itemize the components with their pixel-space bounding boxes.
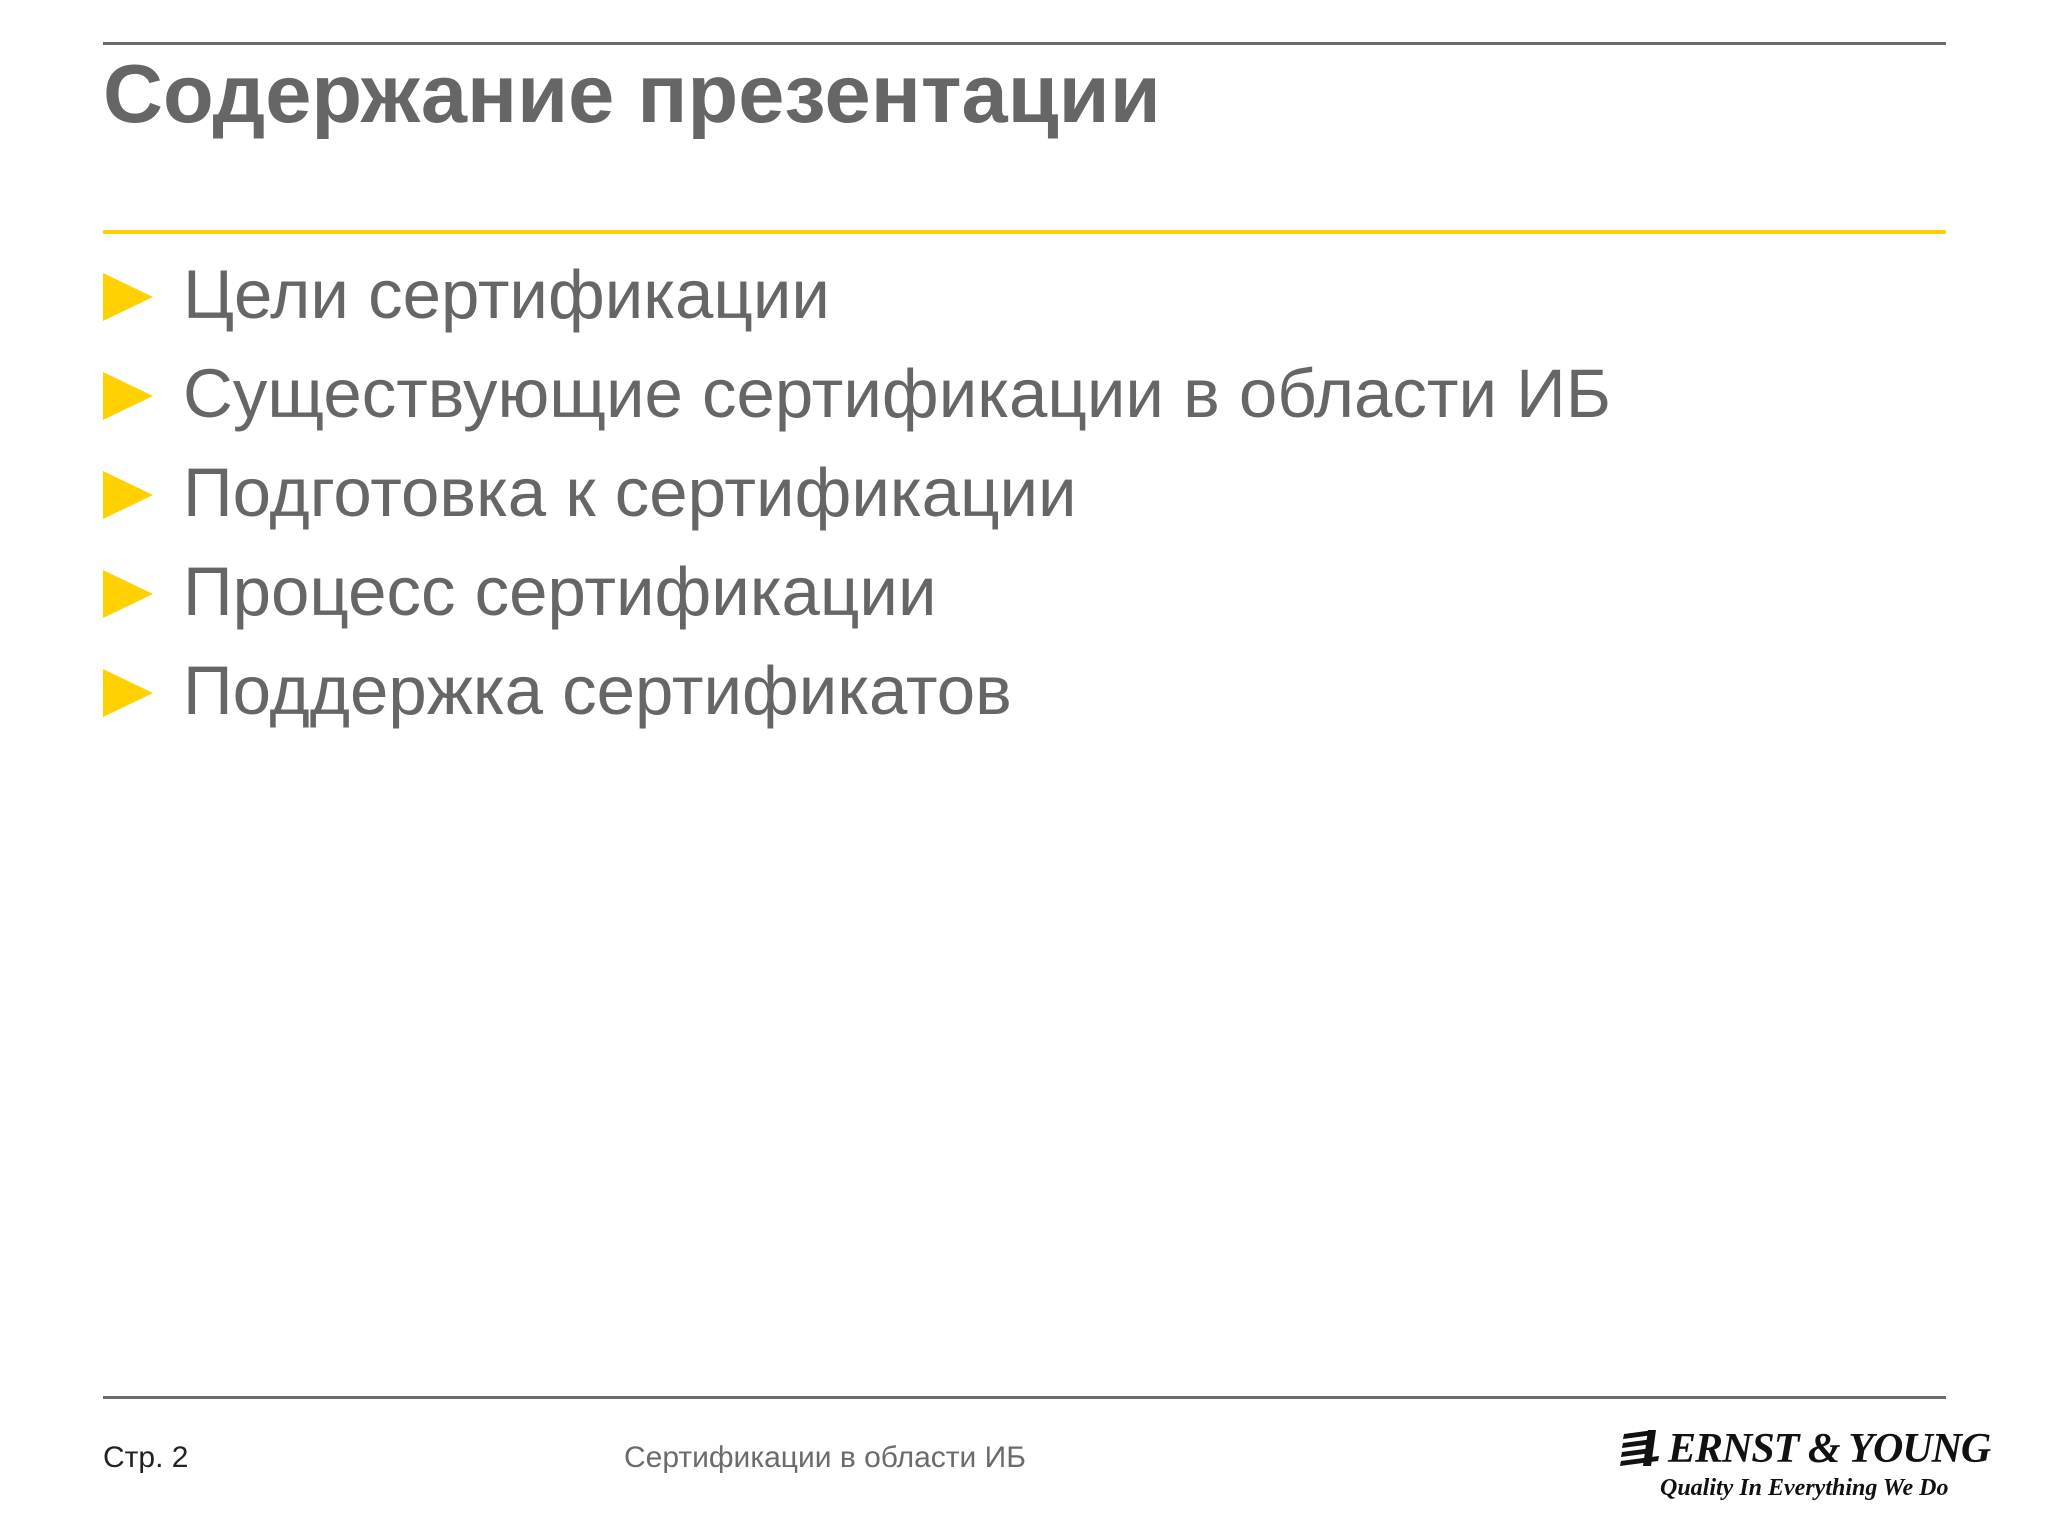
agenda-item-label: Цели сертификации bbox=[183, 256, 830, 333]
agenda-item-label: Подготовка к сертификации bbox=[183, 454, 1077, 531]
agenda-item bbox=[103, 641, 1611, 740]
footer-presentation-title: Сертификации в области ИБ bbox=[624, 1441, 1026, 1474]
agenda-item-label: Существующие сертификации в области ИБ bbox=[183, 355, 1612, 432]
ernst-young-logo bbox=[1618, 1426, 1991, 1506]
agenda-item bbox=[103, 443, 1611, 542]
bottom-divider bbox=[103, 1396, 1946, 1399]
triangle-bullet-icon bbox=[103, 471, 153, 519]
triangle-bullet-icon bbox=[103, 372, 153, 420]
agenda-item bbox=[103, 542, 1611, 641]
page-number: Стр. 2 bbox=[103, 1441, 189, 1474]
triangle-bullet-icon bbox=[103, 570, 153, 618]
agenda-item-label: Поддержка сертификатов bbox=[183, 652, 1012, 729]
agenda-item bbox=[103, 344, 1611, 443]
logo-tagline: Quality In Everything We Do bbox=[1660, 1475, 1949, 1501]
slide-title: Содержание презентации bbox=[103, 47, 1161, 140]
triangle-bullet-icon bbox=[103, 273, 153, 321]
yellow-accent-divider bbox=[103, 230, 1946, 234]
logo-name: ERNST & YOUNG bbox=[1668, 1426, 1991, 1472]
agenda-item-label: Процесс сертификации bbox=[183, 553, 937, 630]
agenda-list bbox=[103, 245, 1611, 740]
agenda-item bbox=[103, 245, 1611, 344]
triangle-bullet-icon bbox=[103, 669, 153, 717]
ey-mark-icon bbox=[1618, 1430, 1660, 1466]
